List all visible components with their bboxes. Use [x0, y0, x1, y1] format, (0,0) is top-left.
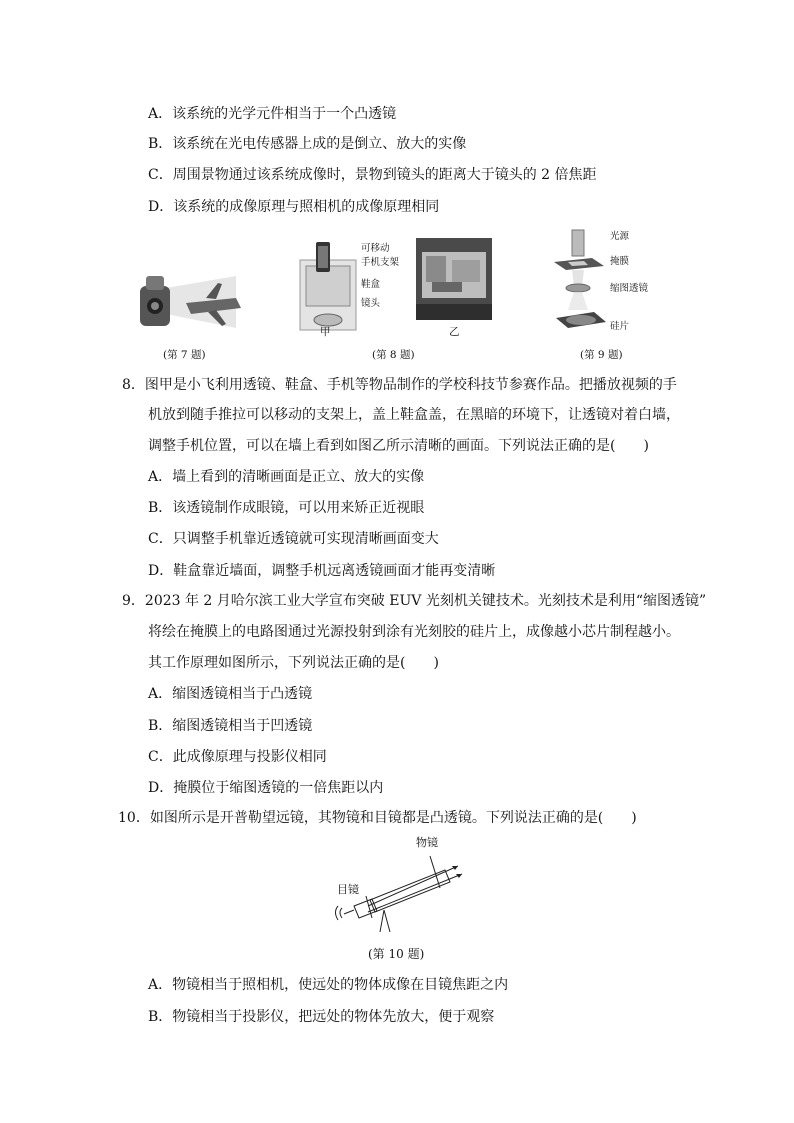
q7-option-a: A．该系统的光学元件相当于一个凸透镜 [148, 106, 397, 122]
fig9-label-light-source: 光源 [610, 231, 630, 242]
fig8-sub-label-b: 乙 [449, 326, 460, 338]
q9-stem-line-2: 将绘在掩膜上的电路图通过光源投射到涂有光刻胶的硅片上，成像越小芯片制程越小。 [148, 624, 680, 640]
q8-stem-line-1: 8．图甲是小飞利用透镜、鞋盒、手机等物品制作的学校科技节参赛作品。把播放视频的手 [122, 377, 677, 393]
fig9-label-reduction-lens: 缩图透镜 [610, 283, 649, 294]
q9-option-a: A．缩图透镜相当于凸透镜 [148, 686, 313, 702]
fig8-shoebox-projector-illustration [298, 240, 358, 332]
q8-stem-line-3: 调整手机位置，可以在墙上看到如图乙所示清晰的画面。下列说法正确的是( ) [148, 438, 649, 454]
fig8-label-lens: 镜头 [361, 298, 381, 309]
fig10-label-objective: 物镜 [416, 836, 438, 849]
fig9-label-mask: 掩膜 [610, 256, 630, 267]
fig9-lithography-illustration [548, 228, 608, 338]
q9-stem-line-1: 9．2023 年 2 月哈尔滨工业大学宣布突破 EUV 光刻机关键技术。光刻技术是利用“缩图透镜” [122, 593, 707, 609]
fig9-caption: (第 9 题) [580, 349, 623, 361]
q8-option-a: A．墙上看到的清晰画面是正立、放大的实像 [148, 469, 425, 485]
q10-option-a: A．物镜相当于照相机，使远处的物体成像在目镜焦距之内 [148, 977, 509, 993]
q9-stem-line-3: 其工作原理如图所示，下列说法正确的是( ) [148, 655, 439, 671]
q7-option-d: D．该系统的成像原理与照相机的成像原理相同 [148, 199, 440, 215]
fig8-label-shoebox: 鞋盒 [361, 279, 381, 290]
fig10-caption: (第 10 题) [368, 947, 425, 961]
fig8-sub-label-a: 甲 [320, 326, 331, 338]
q8-stem-line-2: 机放到随手推拉可以移动的支架上，盖上鞋盒盖，在黑暗的环境下，让透镜对着白墙， [148, 407, 680, 423]
fig8-label-phone-stand: 手机支架 [361, 257, 400, 268]
q8-option-c: C．只调整手机靠近透镜就可实现清晰画面变大 [148, 531, 439, 547]
fig7-caption: (第 7 题) [163, 349, 206, 361]
fig9-label-wafer: 硅片 [610, 321, 630, 332]
q10-stem: 10．如图所示是开普勒望远镜，其物镜和目镜都是凸透镜。下列说法正确的是( ) [118, 810, 637, 826]
q7-option-c: C．周围景物通过该系统成像时，景物到镜头的距离大于镜头的 2 倍焦距 [148, 167, 597, 183]
q8-option-d: D．鞋盒靠近墙面，调整手机远离透镜画面才能再变清晰 [148, 563, 496, 579]
fig8-wall-projection-illustration [416, 238, 492, 320]
fig8-label-movable: 可移动 [361, 243, 390, 254]
fig8-caption: (第 8 题) [372, 349, 415, 361]
q9-option-d: D．掩膜位于缩图透镜的一倍焦距以内 [148, 780, 384, 796]
fig10-label-eyepiece: 目镜 [337, 883, 359, 896]
q9-option-b: B．缩图透镜相当于凹透镜 [148, 718, 313, 734]
q10-option-b: B．物镜相当于投影仪，把远处的物体先放大，便于观察 [148, 1009, 495, 1025]
q9-option-c: C．此成像原理与投影仪相同 [148, 749, 327, 765]
q7-option-b: B．该系统在光电传感器上成的是倒立、放大的实像 [148, 136, 467, 152]
fig7-camera-jet-illustration [136, 268, 246, 338]
q8-option-b: B．该透镜制作成眼镜，可以用来矫正近视眼 [148, 500, 425, 516]
